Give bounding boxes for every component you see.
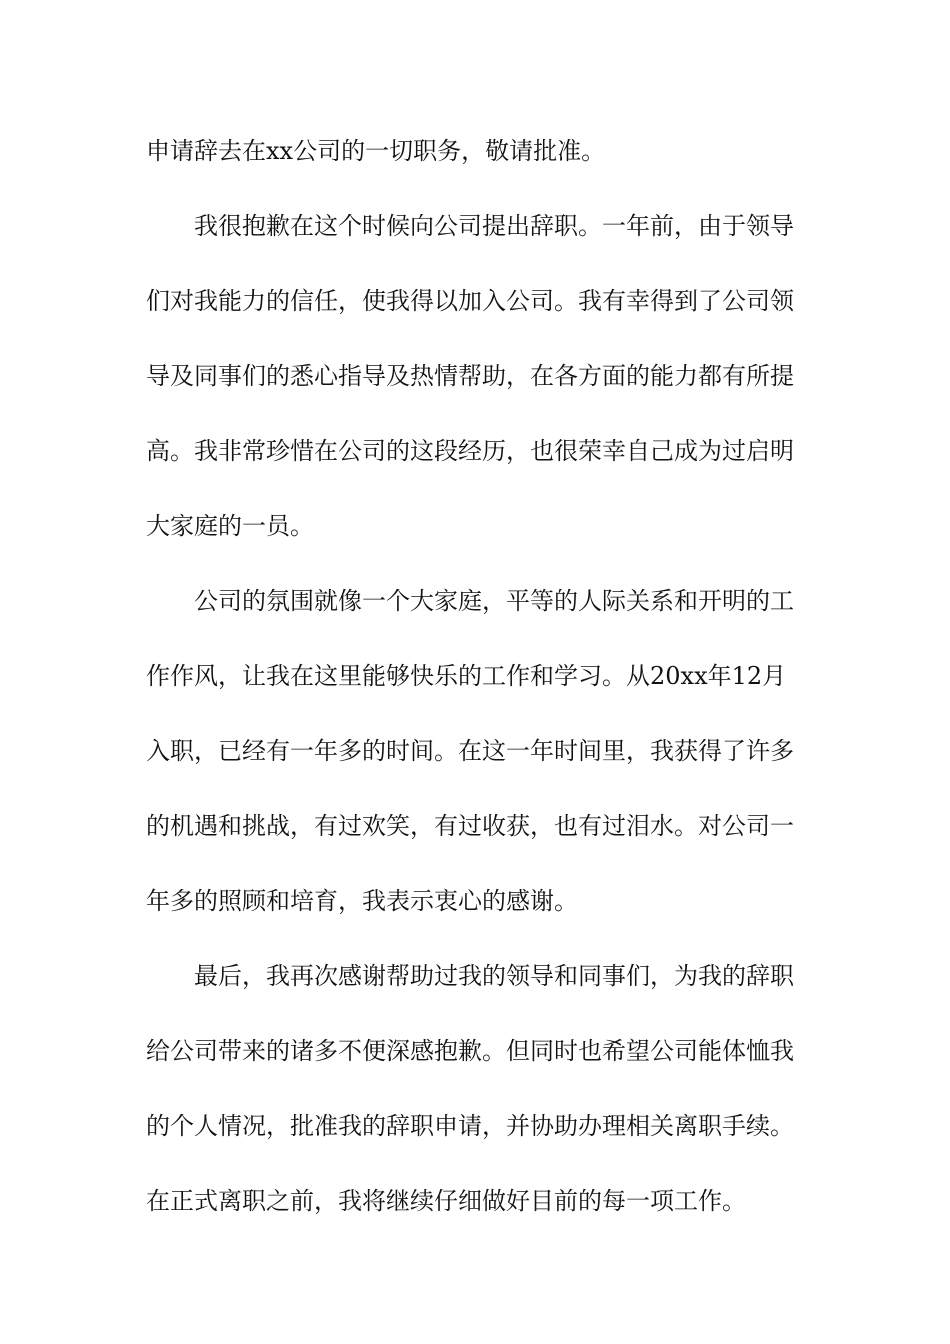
text-line: 在正式离职之前，我将继续仔细做好目前的每一项工作。 (146, 1187, 746, 1215)
text-line: 的个人情况，批准我的辞职申请，并协助办理相关离职手续。 (146, 1112, 794, 1140)
paragraph-start-line: 最后，我再次感谢帮助过我的领导和同事们，为我的辞职 (194, 962, 794, 990)
text-line: 大家庭的一员。 (146, 512, 314, 540)
text-line: 们对我能力的信任，使我得以加入公司。我有幸得到了公司领 (146, 287, 794, 315)
text-line: 导及同事们的悉心指导及热情帮助，在各方面的能力都有所提 (146, 362, 794, 390)
paragraph-start-line: 我很抱歉在这个时候向公司提出辞职。一年前，由于领导 (194, 212, 794, 240)
text-line: 申请辞去在xx公司的一切职务，敬请批准。 (146, 137, 606, 165)
text-line: 作作风，让我在这里能够快乐的工作和学习。从20xx年12月 (146, 662, 787, 690)
text-line: 入职，已经有一年多的时间。在这一年时间里，我获得了许多 (146, 737, 794, 765)
paragraph-start-line: 公司的氛围就像一个大家庭，平等的人际关系和开明的工 (194, 587, 794, 615)
text-line: 给公司带来的诸多不便深感抱歉。但同时也希望公司能体恤我 (146, 1037, 794, 1065)
text-line: 的机遇和挑战，有过欢笑，有过收获，也有过泪水。对公司一 (146, 812, 794, 840)
letter-body (146, 129, 806, 1254)
text-line: 年多的照顾和培育，我表示衷心的感谢。 (146, 887, 578, 915)
text-line: 高。我非常珍惜在公司的这段经历，也很荣幸自己成为过启明 (146, 437, 794, 465)
